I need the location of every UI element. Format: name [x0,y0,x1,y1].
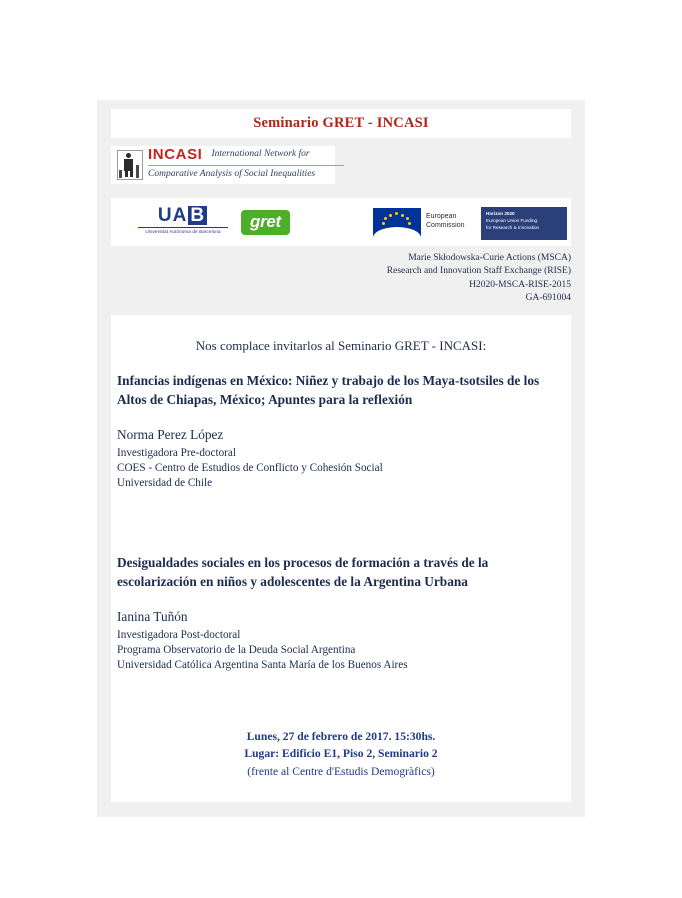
talk-affiliation-line-1: Investigadora Post-doctoral [117,628,241,641]
ec-name-line2: Commission [426,222,465,230]
gret-logo-label: gret [250,212,281,231]
eu-flag-icon [373,208,421,240]
funding-line-2: Research and Innovation Staff Exchange (RISE) [386,266,571,277]
event-logistics [111,728,571,780]
sponsor-logos-band [111,198,571,246]
incasi-divider [148,165,344,166]
invitation-text: Nos complace invitarlos al Seminario GRET - INCASI: [195,338,487,353]
talk-entry [117,554,557,673]
ec-name-line1: European [426,213,457,220]
horizon2020-line3: for Research & Innovation [486,224,540,230]
gret-logo [241,210,290,235]
funding-line-4: GA-691004 [525,293,571,304]
talk-entry [117,372,557,491]
event-datetime: Lunes, 27 de febrero de 2017. 15:30hs. [246,730,436,743]
talk-affiliation-line-2: COES - Centro de Estudios de Conflicto y Cohesión Social [117,461,383,474]
horizon2020-badge [481,207,567,240]
uab-mark-left: UA [157,205,188,226]
incasi-tagline-line1: International Network for [211,149,310,160]
event-place: Lugar: Edificio E1, Piso 2, Seminario 2 [244,747,438,761]
seminar-title-bar [111,109,571,138]
talk-title: Infancias indígenas en México: Niñez y trabajo de los Maya-tsotsiles de los Altos de Chiapas, México; Apuntes para la reflexión [117,373,540,407]
event-place-note: (frente al Centre d'Estudis Demogràfics) [247,764,435,778]
horizon2020-line2: European Union Funding [486,217,538,223]
talk-affiliation-line-2: Programa Observatorio de la Deuda Social Argentina [117,643,356,656]
incasi-logo [111,146,335,184]
uab-divider [138,227,228,228]
incasi-monument-icon [117,150,143,180]
seminar-content-card [111,315,571,802]
talk-affiliation-line-1: Investigadora Pre-doctoral [117,446,236,459]
uab-logo [135,206,231,234]
funding-details [200,252,571,306]
uab-wordmark [135,206,231,225]
page-title: Seminario GRET - INCASI [253,115,429,131]
talk-affiliation-line-3: Universidad de Chile [117,476,213,489]
talk-affiliation-line-3: Universidad Católica Argentina Santa María de los Buenos Aires [117,658,408,671]
horizon2020-line1: Horizon 2020 [486,211,515,216]
funding-line-3: H2020-MSCA-RISE-2015 [469,279,571,290]
incasi-tagline-line2: Comparative Analysis of Social Inequalities [148,168,316,179]
talk-speaker: Norma Perez López [117,426,224,442]
uab-mark-box: B [190,205,206,226]
uab-subtitle: Universitat Autònoma de Barcelona [145,229,221,234]
talk-speaker: Ianina Tuñón [117,608,188,624]
european-commission-name [426,212,465,231]
talk-title: Desigualdades sociales en los procesos de formación a través de la escolarización en niños y adolescentes de la Argentina Urbana [117,555,489,589]
funding-line-1: Marie Skłodowska-Curie Actions (MSCA) [408,253,571,263]
incasi-logo-name: INCASI [148,146,203,164]
